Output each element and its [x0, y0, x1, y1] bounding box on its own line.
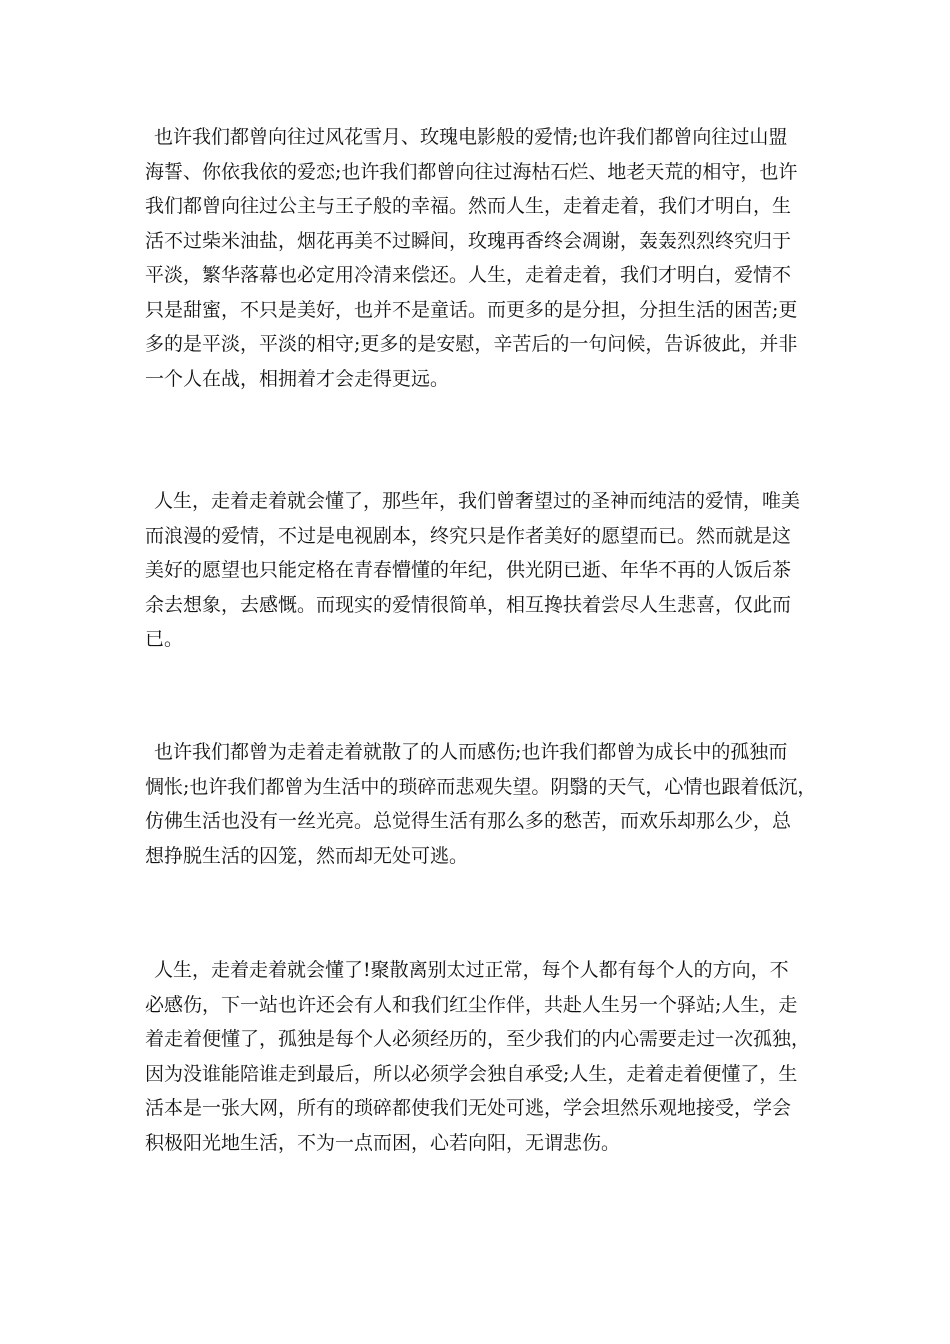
paragraph-line: 人生，走着走着就会懂了!聚散离别太过正常，每个人都有每个人的方向，不 [154, 959, 789, 981]
paragraph-1 [145, 120, 835, 396]
paragraph-line: 活本是一张大网，所有的琐碎都使我们无处可逃，学会坦然乐观地接受，学会 [145, 1097, 792, 1119]
paragraph-line: 必感伤，下一站也许还会有人和我们红尘作伴，共赴人生另一个驿站;人生，走 [145, 993, 798, 1016]
paragraph-line: 平淡，繁华落幕也必定用冷清来偿还。人生，走着走着，我们才明白，爱情不 [145, 264, 792, 286]
paragraph-line: 一个人在战，相拥着才会走得更远。 [145, 367, 450, 390]
paragraph-line: 仿佛生活也没有一丝光亮。总觉得生活有那么多的愁苦，而欢乐却那么少，总 [145, 810, 792, 832]
paragraph-line: 着走着便懂了，孤独是每个人必须经历的，至少我们的内心需要走过一次孤独， [145, 1028, 811, 1050]
paragraph-line: 积极阳光地生活，不为一点而困，心若向阳，无谓悲伤。 [145, 1131, 621, 1154]
paragraph-line: 活不过柴米油盐，烟花再美不过瞬间，玫瑰再香终会凋谢，轰轰烈烈终究归于 [145, 229, 792, 252]
paragraph-line: 也许我们都曾为走着走着就散了的人而感伤;也许我们都曾为成长中的孤独而 [154, 741, 788, 763]
paragraph-line: 我们都曾向往过公主与王子般的幸福。然而人生，走着走着，我们才明白，生 [145, 195, 792, 217]
paragraph-line: 因为没谁能陪谁走到最后，所以必须学会独自承受;人生，走着走着便懂了，生 [145, 1062, 798, 1085]
paragraph-line: 想挣脱生活的囚笼，然而却无处可逃。 [145, 844, 469, 867]
paragraph-line: 只是甜蜜，不只是美好，也并不是童话。而更多的是分担，分担生活的困苦;更 [145, 298, 798, 321]
paragraph-3 [145, 735, 835, 873]
paragraph-line: 也许我们都曾向往过风花雪月、玫瑰电影般的爱情;也许我们都曾向往过山盟 [154, 126, 788, 148]
paragraph-line: 多的是平淡，平淡的相守;更多的是安慰，辛苦后的一句问候，告诉彼此，并非 [145, 333, 798, 355]
paragraph-line: 已。 [145, 628, 184, 650]
paragraph-line: 惆怅;也许我们都曾为生活中的琐碎而悲观失望。阴翳的天气，心情也跟着低沉， [145, 775, 817, 798]
paragraph-line: 海誓、你依我依的爱恋;也许我们都曾向往过海枯石烂、地老天荒的相守，也许 [145, 160, 798, 183]
paragraph-2 [145, 484, 835, 657]
paragraph-line: 而浪漫的爱情，不过是电视剧本，终究只是作者美好的愿望而已。然而就是这 [145, 524, 792, 547]
paragraph-line: 余去想象，去感慨。而现实的爱情很简单，相互搀扶着尝尽人生悲喜，仅此而 [145, 593, 792, 616]
paragraph-line: 人生，走着走着就会懂了，那些年，我们曾奢望过的圣神而纯洁的爱情，唯美 [154, 490, 801, 512]
paragraph-4 [145, 953, 835, 1160]
paragraph-line: 美好的愿望也只能定格在青春懵懂的年纪，供光阴已逝、年华不再的人饭后茶 [145, 559, 792, 581]
